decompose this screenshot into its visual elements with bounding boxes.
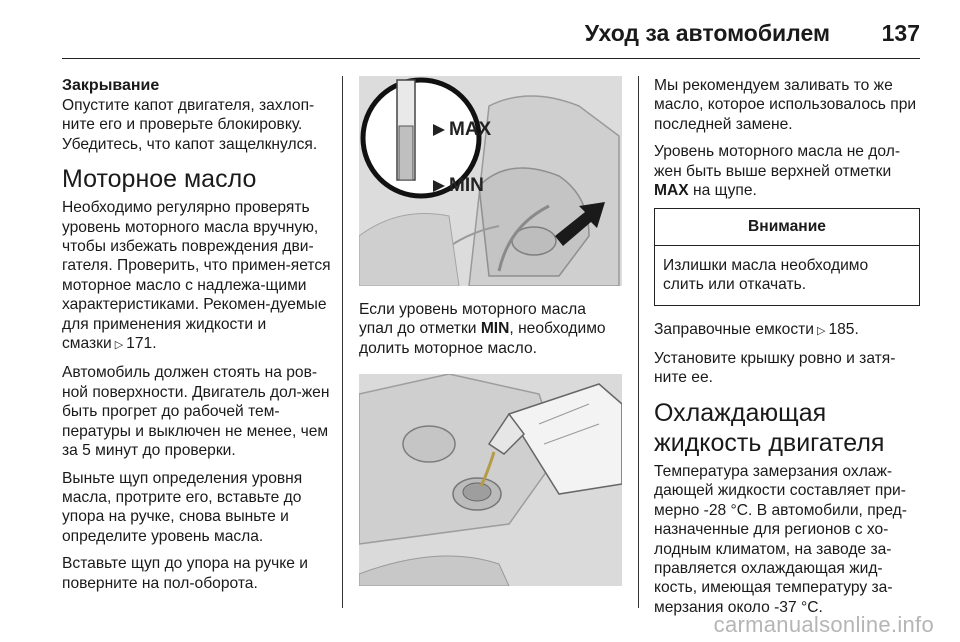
oil-paragraph-1-text: Необходимо регулярно проверять уровень моторного масла вручную, чтобы избежать повреждения дви-гателя. Проверить, что примен-яется моторное масло с надлежа-щими характеристиками. Рекомен-дуемые для применения жидкости и смазки [62, 199, 331, 353]
dipstick-max-label: MAX [449, 119, 492, 140]
oil-filling-illustration [359, 374, 622, 586]
dipstick-engine-drawing [359, 76, 622, 286]
recommend-paragraph: Мы рекомендуем заливать то же масло, которое использовалось при последней замене. [654, 77, 917, 133]
max-level-text-end: на щупе. [688, 182, 757, 200]
watermark: carmanualsonline.info [713, 612, 934, 637]
oil-paragraph-1 [62, 198, 334, 355]
closing-heading: Закрывание [62, 77, 160, 94]
max-level-text: Уровень моторного масла не дол-жен быть выше верхней отметки [654, 143, 901, 180]
dipstick-min-label: MIN [449, 175, 484, 196]
caution-box [654, 208, 920, 305]
closing-text: Опустите капот двигателя, захлоп-ните его и проверьте блокировку. Убедитесь, что капот защелкнулся. [62, 97, 318, 153]
oil-filling-drawing [359, 374, 622, 586]
caution-text: Излишки масла необходимо слить или откачать. [663, 256, 869, 294]
fig1-caption-text-end: , необходимо долить моторное масло. [359, 320, 606, 357]
fig1-caption-text: Если уровень моторного масла упал до отметки [359, 301, 586, 338]
max-level-bold: MAX [654, 182, 689, 200]
max-level-paragraph [654, 142, 920, 200]
column-right [654, 76, 920, 625]
coolant-heading: Охлаждающая жидкость двигателя [654, 398, 885, 457]
oil-paragraph-3: Выньте щуп определения уровня масла, протрите его, вставьте до упора на ручке, снова выньте и определите уровень масла. [62, 469, 303, 545]
oil-heading: Моторное масло [62, 165, 257, 194]
dipstick-illustration [359, 76, 622, 286]
column-left [62, 76, 334, 601]
page-header [62, 14, 920, 59]
fluids-page-reference: ▷ 171. [112, 335, 157, 352]
capacity-paragraph [654, 320, 920, 341]
fig1-caption-min: MIN [480, 320, 510, 338]
page-number: 137 [881, 20, 920, 46]
fig1-caption [359, 300, 622, 358]
capacity-text: Заправочные емкости [654, 320, 814, 338]
oil-paragraph-2: Автомобиль должен стоять на ров-ной поверхности. Двигатель дол-жен быть прогрет до рабочей тем-пературы и выключен не менее, чем за 5 минут до проверки. [62, 364, 330, 460]
cap-paragraph: Установите крышку ровно и затя-ните ее. [654, 350, 896, 387]
capacity-page-reference: ▷ 185. [814, 321, 859, 338]
column-divider-1 [342, 76, 343, 608]
caution-title: Внимание [655, 209, 919, 245]
column-middle [359, 76, 622, 586]
oil-paragraph-4: Вставьте щуп до упора на ручке и поверните на пол-оборота. [62, 555, 309, 592]
coolant-paragraph: Температура замерзания охлаж-дающей жидкости составляет при-мерно -28 °C. В автомобили, пред-назначенные для регионов с хо-лодным климатом, на заводе за-правляется охлаждающая жид-кость, имеющая температуру за-мерзания около -37 °C. [654, 462, 907, 616]
column-divider-2 [638, 76, 639, 608]
page-title: Уход за автомобилем [584, 20, 830, 46]
